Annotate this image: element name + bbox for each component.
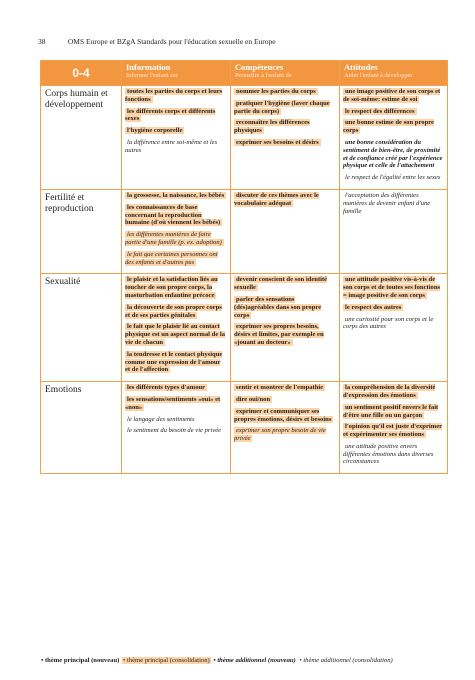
- table-cell: [231, 382, 340, 474]
- cell-item-wrapper: [125, 192, 227, 200]
- age-group-header: 0-4: [41, 61, 122, 86]
- table-cell: [122, 86, 231, 190]
- cell-item: une bonne considération du sentiment de bien-être, de proximité et de confiance créé par l'expérience physique et celle de l'attachement: [343, 138, 443, 170]
- cell-item-wrapper: [343, 304, 444, 312]
- cell-item-wrapper: [125, 416, 227, 424]
- cell-item-wrapper: [234, 323, 336, 346]
- cell-item: l'opinion qu'il est juste d'exprimer et expérimenter ses émotions: [343, 423, 443, 439]
- cell-item-wrapper: [125, 88, 227, 104]
- cell-item: la compréhension de la diversité d'expression des émotions: [343, 384, 436, 399]
- cell-item-wrapper: [125, 427, 227, 435]
- cell-item-wrapper: [234, 384, 336, 392]
- cell-item-wrapper: [343, 443, 444, 466]
- cell-item-wrapper: [343, 192, 444, 215]
- column-subtitle: Informer l'enfant sur: [126, 72, 178, 79]
- cell-item: le sentiment du besoin de vie privée: [127, 427, 222, 435]
- cell-item-wrapper: [234, 100, 336, 116]
- row-topic: Corps humain et développement: [41, 86, 122, 190]
- table-header-row: [41, 61, 448, 86]
- table-cell: [231, 189, 340, 273]
- cell-item-wrapper: [234, 119, 336, 135]
- cell-item-wrapper: [343, 88, 444, 104]
- cell-item: une bonne estime de son propre corps: [343, 119, 434, 135]
- table-cell: [122, 274, 231, 382]
- cell-item: parler des sensations (dés)agréables dans son propre corps: [234, 295, 322, 319]
- cell-item: sentir et montrer de l'empathie: [236, 384, 324, 392]
- cell-item: une image positive de son corps et de soi-même: estime de soi: [343, 88, 441, 103]
- cell-item: le fait que le plaisir lié au contact physique est un aspect normal de la vie de chacun: [125, 323, 226, 346]
- table-cell: [231, 274, 340, 382]
- cell-item: le respect des différences: [345, 107, 415, 115]
- cell-item: le respect des autres: [345, 303, 402, 311]
- cell-item-wrapper: [125, 351, 227, 374]
- cell-item-wrapper: [343, 119, 444, 135]
- cell-item-wrapper: [343, 384, 444, 400]
- cell-item-wrapper: [234, 276, 336, 292]
- cell-item: nommer les parties du corps: [236, 88, 316, 95]
- cell-item-wrapper: [125, 304, 227, 320]
- cell-item: l'hygiène corporelle: [127, 127, 183, 135]
- legend-item: • thème principal (nouveau): [41, 657, 120, 664]
- cell-item: le plaisir et la satisfaction liés au toucher de son propre corps, la masturbation enfantine précoce: [125, 276, 218, 299]
- table-cell: [340, 189, 448, 273]
- legend-item: • thème principal (consolidation): [122, 657, 210, 664]
- table-cell: [231, 86, 340, 190]
- cell-item-wrapper: [343, 276, 444, 299]
- column-title: Attitudes: [344, 62, 378, 72]
- table-cell: [340, 274, 448, 382]
- cell-item-wrapper: [343, 108, 444, 116]
- cell-item-wrapper: [125, 251, 227, 267]
- table-row: [41, 189, 448, 273]
- legend: [40, 657, 447, 664]
- table-row: [41, 382, 448, 474]
- cell-item-wrapper: [343, 139, 444, 170]
- cell-item-wrapper: [234, 296, 336, 319]
- cell-item: reconnaître les différences physiques: [234, 119, 310, 135]
- cell-item-wrapper: [125, 139, 227, 155]
- cell-item-wrapper: [234, 88, 336, 96]
- column-subtitle: Aider l'enfant à développer: [344, 72, 413, 79]
- cell-item: les différents corps et différents sexes: [125, 107, 216, 123]
- cell-item: les différents types d'amour: [127, 384, 206, 392]
- column-title: Compétences: [235, 62, 284, 72]
- cell-item-wrapper: [125, 396, 227, 412]
- cell-item: le respect de l'égalité entre les sexes: [345, 174, 441, 182]
- cell-item: la grossesse, la naissance, les bébés: [127, 191, 225, 199]
- cell-item-wrapper: [125, 384, 227, 392]
- row-topic: Emotions: [41, 382, 122, 474]
- cell-item: les connaissances de base concernant la reproduction humaine (d'où viennent les bébés): [125, 203, 221, 227]
- cell-item-wrapper: [234, 396, 336, 404]
- cell-item-wrapper: [125, 276, 227, 299]
- cell-item: une curiosité pour son corps et le corps des autres: [343, 315, 434, 331]
- cell-item: exprimer ses besoins et désirs: [236, 138, 319, 146]
- cell-item: discuter de ces thèmes avec le vocabulaire adéquat: [234, 191, 319, 207]
- cell-item: exprimer et communiquer ses propres émotions, désirs et besoins: [234, 407, 332, 423]
- cell-item: un sentiment positif envers le fait d'être une fille ou un garçon: [343, 403, 439, 419]
- cell-item: l'acceptation des différentes manières de devenir enfant d'une famille: [343, 191, 431, 215]
- table-cell: [340, 382, 448, 474]
- cell-item: devenir conscient de son identité sexuelle: [234, 276, 328, 292]
- cell-item: la découverte de son propre corps et de ses parties génitales: [125, 303, 222, 319]
- cell-item: une attitude positive envers différentes émotions dans diverses circonstances: [343, 442, 434, 466]
- cell-item-wrapper: [234, 427, 336, 443]
- cell-item: pratiquer l'hygiène (laver chaque partie du corps): [234, 99, 330, 115]
- cell-item-wrapper: [343, 423, 444, 439]
- cell-item: une attitude positive vis-à-vis de son corps et de toutes ses fonctions = image positive de son corps: [343, 276, 441, 299]
- cell-item-wrapper: [125, 323, 227, 346]
- table-body: [41, 86, 448, 474]
- cell-item: dire oui/non: [236, 395, 271, 403]
- table-row: [41, 274, 448, 382]
- table-cell: [122, 189, 231, 273]
- cell-item-wrapper: [125, 204, 227, 227]
- cell-item: la tendresse et le contact physique comme une expression de l'amour et de l'affection: [125, 350, 223, 374]
- column-subtitle: Permettre à l'enfant de: [235, 72, 292, 79]
- running-header: [38, 37, 276, 46]
- table-cell: [122, 382, 231, 474]
- table-row: [41, 86, 448, 190]
- page-number: 38: [38, 37, 46, 46]
- column-header-competences: [231, 61, 340, 86]
- cell-item-wrapper: [125, 127, 227, 135]
- cell-item-wrapper: [234, 408, 336, 424]
- legend-item: • thème additionnel (consolidation): [299, 657, 393, 664]
- cell-item-wrapper: [343, 316, 444, 332]
- cell-item: les sensations/sentiments «oui» et «non»: [125, 395, 221, 411]
- cell-item-wrapper: [125, 108, 227, 124]
- table-cell: [340, 86, 448, 190]
- column-header-information: [122, 61, 231, 86]
- cell-item: toutes les parties du corps et leurs fonctions: [125, 88, 223, 103]
- cell-item-wrapper: [343, 174, 444, 182]
- cell-item: exprimer son propre besoin de vie privée: [234, 427, 326, 443]
- cell-item: exprimer ses propres besoins, désirs et limites, par exemple en «jouant au docteur»: [234, 323, 324, 346]
- row-topic: Fertilité et reproduction: [41, 189, 122, 273]
- cell-item: la différence entre soi-même et les autres: [125, 138, 218, 154]
- legend-item: • thème additionnel (nouveau): [213, 657, 296, 664]
- document-title: OMS Europe et BZgA Standards pour l'éducation sexuelle en Europe: [67, 37, 276, 46]
- cell-item: le fait que certaines personnes ont des enfants et d'autres pas: [125, 250, 218, 266]
- row-topic: Sexualité: [41, 274, 122, 382]
- cell-item: les différentes manières de faire partie d'une famille (p. ex. adoption): [125, 231, 222, 246]
- cell-item: le langage des sentiments: [127, 415, 195, 423]
- cell-item-wrapper: [125, 231, 227, 247]
- curriculum-table: [40, 60, 448, 474]
- column-header-attitudes: [340, 61, 448, 86]
- column-title: Information: [126, 62, 171, 72]
- cell-item-wrapper: [234, 192, 336, 208]
- cell-item-wrapper: [343, 404, 444, 420]
- cell-item-wrapper: [234, 139, 336, 147]
